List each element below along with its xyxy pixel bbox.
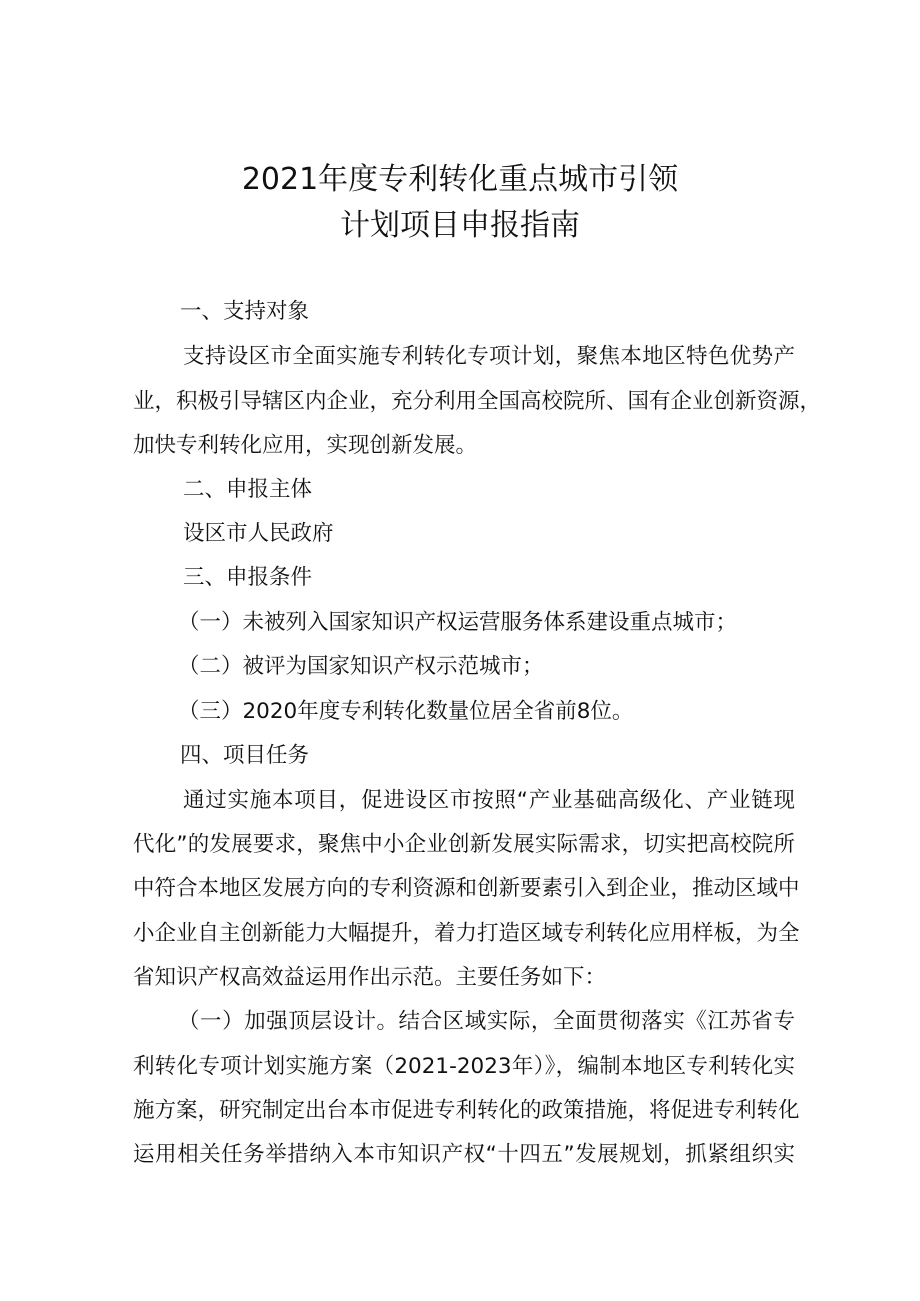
paragraph-line: 设区市人民政府	[183, 521, 334, 546]
paragraph-line: 中符合本地区发展方向的专利资源和创新要素引入到企业，推动区域中	[133, 876, 800, 901]
paragraph-line: 支持设区市全面实施专利转化专项计划，聚焦本地区特色优势产	[183, 344, 795, 369]
paragraph-line: 加快专利转化应用，实现创新发展。	[133, 433, 478, 458]
list-item: （一）未被列入国家知识产权运营服务体系建设重点城市；	[178, 610, 738, 635]
paragraph-line: 代化”的发展要求，聚焦中小企业创新发展实际需求，切实把高校院所	[133, 832, 795, 857]
document-title-line-1: 2021年度专利转化重点城市引领	[241, 162, 679, 197]
paragraph-line: 通过实施本项目，促进设区市按照“产业基础高级化、产业链现	[183, 788, 795, 813]
paragraph-line: 省知识产权高效益运用作出示范。主要任务如下：	[133, 965, 607, 990]
section-heading-support-target: 一、支持对象	[180, 299, 310, 324]
paragraph-line: （一）加强顶层设计。结合区域实际，全面贯彻落实《江苏省专	[178, 1009, 795, 1034]
list-item: （三）2020年度专利转化数量位居全省前8位。	[178, 699, 634, 724]
paragraph-line: 利转化专项计划实施方案（2021-2023年）》，编制本地区专利转化实	[133, 1054, 795, 1079]
paragraph-line: 业，积极引导辖区内企业，充分利用全国高校院所、国有企业创新资源，	[133, 389, 822, 414]
section-heading-tasks: 四、项目任务	[180, 743, 310, 768]
paragraph-line: 施方案，研究制定出台本市促进专利转化的政策措施，将促进专利转化	[133, 1098, 800, 1123]
list-item: （二）被评为国家知识产权示范城市；	[178, 654, 544, 679]
section-heading-conditions: 三、申报条件	[183, 565, 313, 590]
paragraph-line: 运用相关任务举措纳入本市知识产权“十四五”发展规划，抓紧组织实	[133, 1142, 795, 1167]
paragraph-line: 小企业自主创新能力大幅提升，着力打造区域专利转化应用样板，为全	[133, 921, 800, 946]
document-title-line-2: 计划项目申报指南	[340, 208, 580, 243]
section-heading-applicant: 二、申报主体	[183, 477, 313, 502]
